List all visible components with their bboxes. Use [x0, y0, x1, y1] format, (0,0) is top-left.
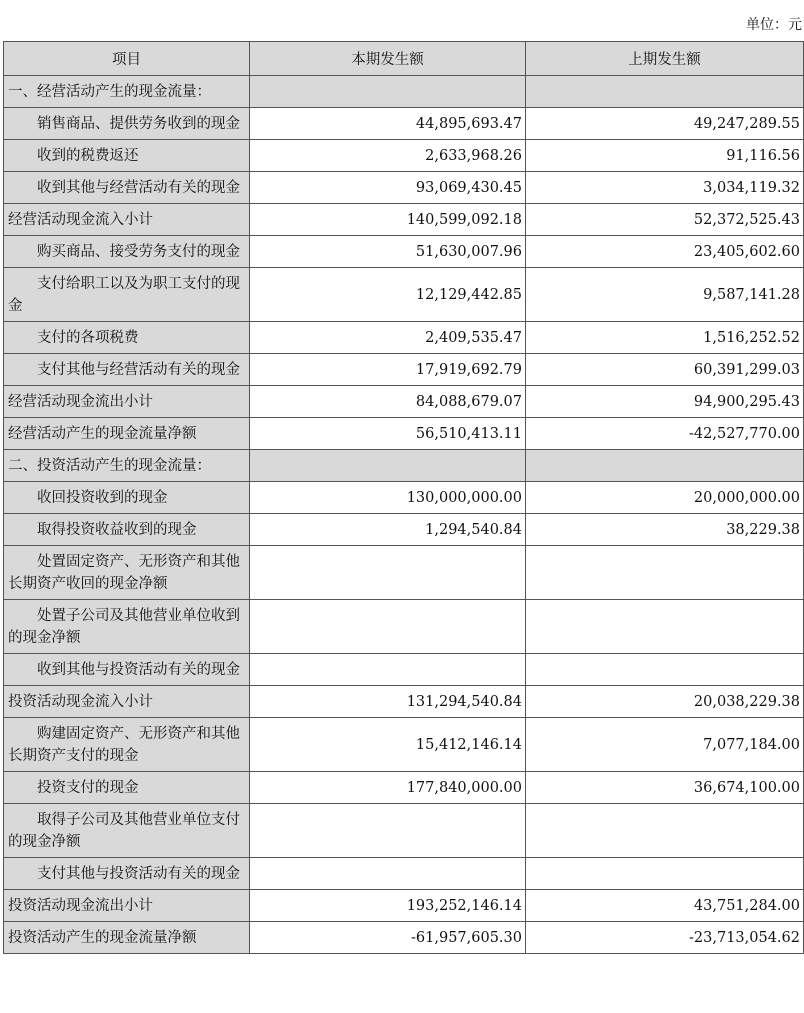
table-row	[4, 354, 804, 386]
table-row	[4, 268, 804, 322]
prior-period-amount: 7,077,184.00	[526, 718, 804, 772]
prior-period-amount: 94,900,295.43	[526, 386, 804, 418]
prior-period-amount: 49,247,289.55	[526, 108, 804, 140]
current-period-amount: 51,630,007.96	[250, 236, 526, 268]
table-row	[4, 386, 804, 418]
section-header-row	[4, 76, 804, 108]
cash-flow-table	[3, 41, 804, 954]
table-row	[4, 772, 804, 804]
row-item-label: 销售商品、提供劳务收到的现金	[4, 108, 250, 140]
current-period-amount: 2,633,968.26	[250, 140, 526, 172]
prior-period-amount: 20,000,000.00	[526, 482, 804, 514]
table-row	[4, 108, 804, 140]
current-period-amount	[250, 600, 526, 654]
prior-period-amount: 23,405,602.60	[526, 236, 804, 268]
prior-period-amount: 3,034,119.32	[526, 172, 804, 204]
row-item-label: 取得投资收益收到的现金	[4, 514, 250, 546]
table-header	[4, 42, 804, 76]
row-item-label: 经营活动现金流出小计	[4, 386, 250, 418]
prior-period-amount: 38,229.38	[526, 514, 804, 546]
unit-label: 单位：元	[746, 17, 802, 33]
row-item-label: 投资活动现金流入小计	[4, 686, 250, 718]
row-item-label: 处置固定资产、无形资产和其他长期资产收回的现金净额	[4, 546, 250, 600]
row-item-label: 投资活动产生的现金流量净额	[4, 922, 250, 954]
row-item-label: 支付的各项税费	[4, 322, 250, 354]
header-item: 项目	[4, 42, 250, 76]
prior-period-amount: 9,587,141.28	[526, 268, 804, 322]
table-row	[4, 686, 804, 718]
current-period-amount: 15,412,146.14	[250, 718, 526, 772]
row-item-label: 处置子公司及其他营业单位收到的现金净额	[4, 600, 250, 654]
prior-period-amount: -23,713,054.62	[526, 922, 804, 954]
current-period-amount: 12,129,442.85	[250, 268, 526, 322]
prior-period-amount: 20,038,229.38	[526, 686, 804, 718]
table-body	[4, 76, 804, 954]
prior-period-amount	[526, 654, 804, 686]
current-period-amount: 93,069,430.45	[250, 172, 526, 204]
table-row	[4, 890, 804, 922]
current-period-amount: 131,294,540.84	[250, 686, 526, 718]
current-period-amount: 130,000,000.00	[250, 482, 526, 514]
current-period-amount: 177,840,000.00	[250, 772, 526, 804]
current-period-amount: -61,957,605.30	[250, 922, 526, 954]
current-period-amount	[250, 546, 526, 600]
table-row	[4, 718, 804, 772]
current-period-amount	[250, 858, 526, 890]
row-item-label: 支付其他与投资活动有关的现金	[4, 858, 250, 890]
prior-period-amount	[526, 858, 804, 890]
current-period-amount	[250, 450, 526, 482]
table-row	[4, 236, 804, 268]
row-item-label: 收到其他与经营活动有关的现金	[4, 172, 250, 204]
current-period-amount: 56,510,413.11	[250, 418, 526, 450]
section-header-row	[4, 450, 804, 482]
table-row	[4, 654, 804, 686]
prior-period-amount: 36,674,100.00	[526, 772, 804, 804]
prior-period-amount	[526, 450, 804, 482]
row-item-label: 支付给职工以及为职工支付的现金	[4, 268, 250, 322]
current-period-amount: 44,895,693.47	[250, 108, 526, 140]
row-item-label: 投资支付的现金	[4, 772, 250, 804]
current-period-amount	[250, 804, 526, 858]
table-row	[4, 546, 804, 600]
row-item-label: 购买商品、接受劳务支付的现金	[4, 236, 250, 268]
current-period-amount	[250, 654, 526, 686]
table-row	[4, 858, 804, 890]
prior-period-amount: 1,516,252.52	[526, 322, 804, 354]
current-period-amount: 1,294,540.84	[250, 514, 526, 546]
prior-period-amount	[526, 76, 804, 108]
table-row	[4, 482, 804, 514]
prior-period-amount: 43,751,284.00	[526, 890, 804, 922]
table-row	[4, 514, 804, 546]
row-item-label: 收到的税费返还	[4, 140, 250, 172]
row-item-label: 二、投资活动产生的现金流量：	[4, 450, 250, 482]
prior-period-amount	[526, 600, 804, 654]
row-item-label: 投资活动现金流出小计	[4, 890, 250, 922]
table-row	[4, 204, 804, 236]
prior-period-amount: 91,116.56	[526, 140, 804, 172]
row-item-label: 收回投资收到的现金	[4, 482, 250, 514]
table-row	[4, 804, 804, 858]
prior-period-amount: -42,527,770.00	[526, 418, 804, 450]
table-row	[4, 172, 804, 204]
table-row	[4, 418, 804, 450]
current-period-amount: 84,088,679.07	[250, 386, 526, 418]
row-item-label: 经营活动产生的现金流量净额	[4, 418, 250, 450]
current-period-amount	[250, 76, 526, 108]
prior-period-amount	[526, 804, 804, 858]
prior-period-amount: 60,391,299.03	[526, 354, 804, 386]
row-item-label: 经营活动现金流入小计	[4, 204, 250, 236]
current-period-amount: 140,599,092.18	[250, 204, 526, 236]
row-item-label: 取得子公司及其他营业单位支付的现金净额	[4, 804, 250, 858]
table-row	[4, 600, 804, 654]
prior-period-amount	[526, 546, 804, 600]
header-current-period: 本期发生额	[250, 42, 526, 76]
table-row	[4, 322, 804, 354]
row-item-label: 一、经营活动产生的现金流量：	[4, 76, 250, 108]
row-item-label: 收到其他与投资活动有关的现金	[4, 654, 250, 686]
table-row	[4, 140, 804, 172]
prior-period-amount: 52,372,525.43	[526, 204, 804, 236]
current-period-amount: 17,919,692.79	[250, 354, 526, 386]
header-prior-period: 上期发生额	[526, 42, 804, 76]
current-period-amount: 193,252,146.14	[250, 890, 526, 922]
row-item-label: 支付其他与经营活动有关的现金	[4, 354, 250, 386]
table-row	[4, 922, 804, 954]
current-period-amount: 2,409,535.47	[250, 322, 526, 354]
row-item-label: 购建固定资产、无形资产和其他长期资产支付的现金	[4, 718, 250, 772]
